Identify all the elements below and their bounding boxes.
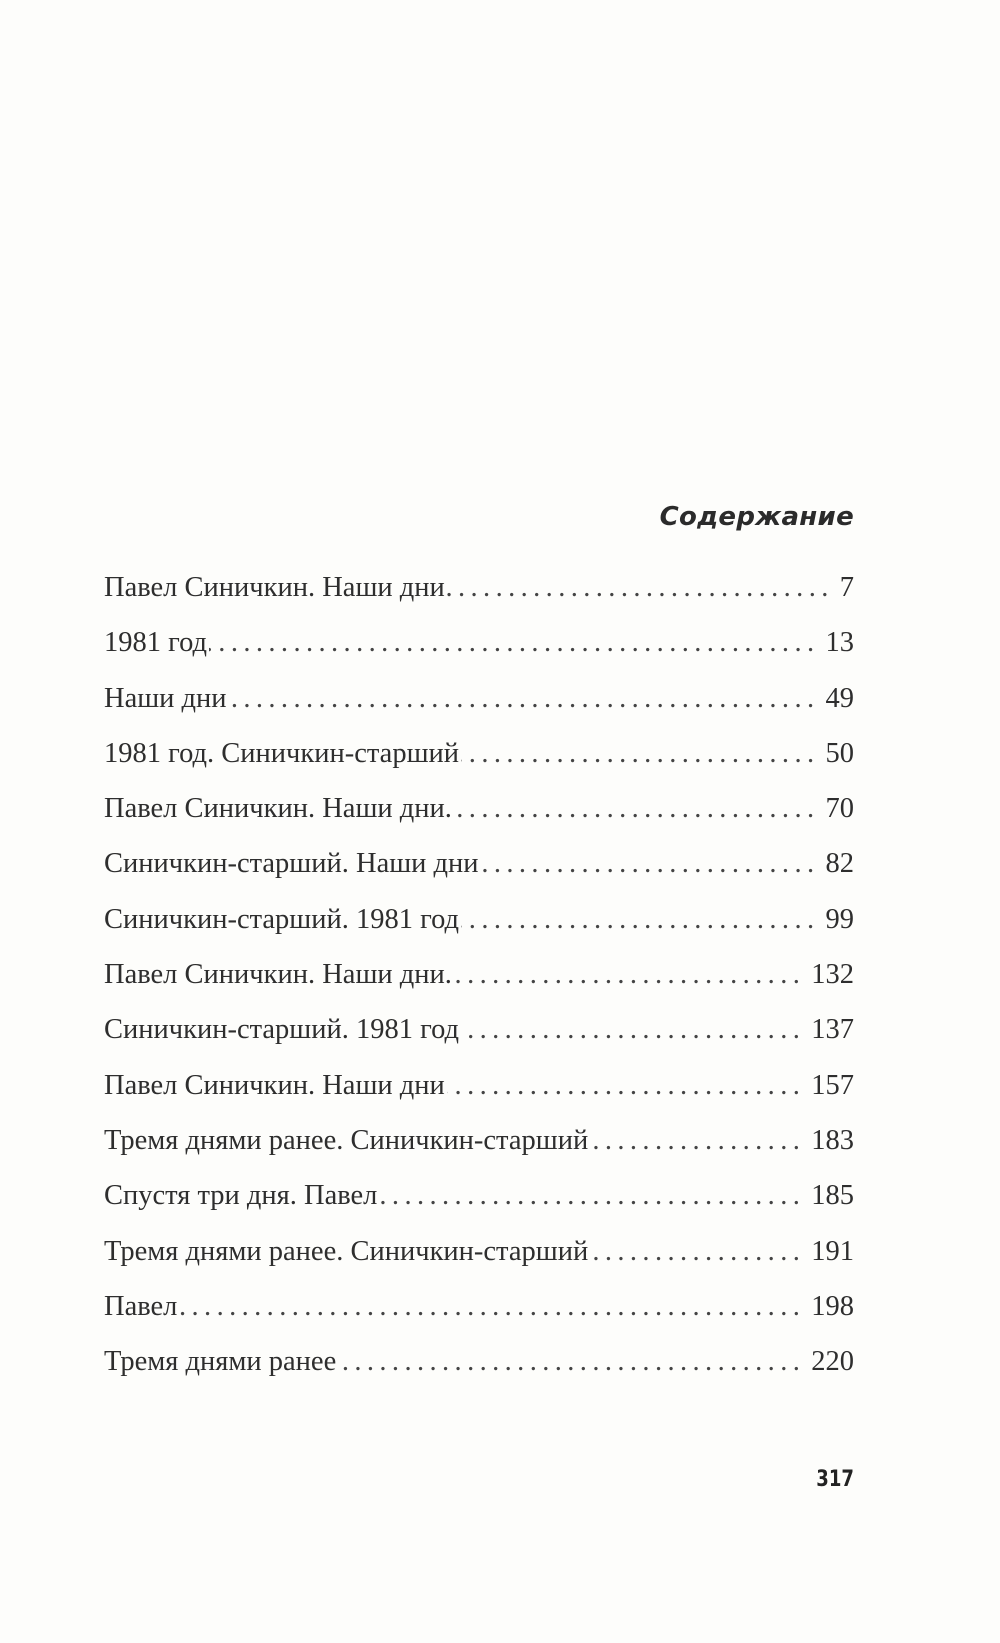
dot-leader (229, 683, 820, 715)
toc-entry-page: 99 (825, 903, 854, 935)
toc-entry-page: 137 (811, 1014, 854, 1046)
dot-leader (481, 848, 820, 880)
toc-heading: Содержание (659, 502, 854, 532)
toc-entry-title: Синичкин-старший. Наши дни (104, 848, 479, 880)
toc-entry-page: 49 (825, 682, 854, 714)
toc-entry (104, 793, 854, 848)
dot-leader (447, 572, 834, 604)
toc-entry-page: 13 (825, 627, 854, 659)
toc-entry (104, 848, 854, 903)
toc-entry (104, 904, 854, 959)
toc-entry-page: 70 (825, 793, 854, 825)
toc-entry-title: Павел (104, 1290, 178, 1322)
toc-entry-page: 157 (811, 1069, 854, 1101)
toc-entry-title: Павел Синичкин. Наши дни. (104, 793, 452, 825)
toc-entry (104, 1346, 854, 1401)
toc-entry (104, 572, 854, 627)
toc-entry-title: Синичкин-старший. 1981 год (104, 903, 460, 935)
toc-entry-page: 220 (811, 1346, 854, 1378)
toc-entry-title: 1981 год (104, 627, 208, 659)
toc-entry-title: Павел Синичкин. Наши дни (104, 572, 445, 603)
toc-entry (104, 683, 854, 738)
dot-leader (209, 627, 819, 659)
toc-entry-page: 132 (811, 959, 854, 991)
dot-leader (590, 1125, 805, 1157)
toc-entry-page: 50 (825, 737, 854, 769)
toc-entry (104, 1070, 854, 1125)
toc-entry-title: Тремя днями ранее. Синичкин-старший (104, 1124, 589, 1156)
toc-entry-title: Тремя днями ранее. Синичкин-старший (104, 1235, 589, 1267)
toc-entry (104, 1236, 854, 1291)
dot-leader (338, 1346, 805, 1378)
toc-entry-page: 185 (811, 1180, 854, 1212)
toc-entry-page: 183 (811, 1124, 854, 1156)
toc-entry-page: 7 (839, 572, 854, 603)
toc-entry (104, 738, 854, 793)
dot-leader (179, 1291, 805, 1323)
dot-leader (461, 738, 819, 770)
toc-entry (104, 959, 854, 1014)
toc-entry-title: Павел Синичкин. Наши дни (104, 1069, 445, 1101)
dot-leader (454, 793, 820, 825)
toc-entry (104, 627, 854, 682)
toc-entry (104, 1291, 854, 1346)
toc-entry-title: Тремя днями ранее (104, 1346, 337, 1378)
dot-leader (461, 904, 819, 936)
toc-entry-page: 82 (825, 848, 854, 880)
toc-entry-title: Синичкин-старший. 1981 год (104, 1014, 460, 1046)
dot-leader (379, 1180, 805, 1212)
toc-entry-page: 198 (811, 1290, 854, 1322)
toc-list (104, 572, 854, 1401)
toc-entry-page: 191 (811, 1235, 854, 1267)
toc-entry-title: Павел Синичкин. Наши дни. (104, 959, 452, 991)
toc-entry-title: Наши дни (104, 682, 227, 714)
toc-entry (104, 1014, 854, 1069)
page-number: 317 (816, 1467, 854, 1492)
dot-leader (454, 959, 805, 991)
dot-leader (447, 1070, 805, 1102)
toc-entry-title: 1981 год. Синичкин-старший (104, 737, 460, 769)
dot-leader (461, 1014, 805, 1046)
toc-entry-title: Спустя три дня. Павел (104, 1180, 378, 1212)
toc-entry (104, 1125, 854, 1180)
toc-entry (104, 1180, 854, 1235)
dot-leader (590, 1236, 805, 1268)
